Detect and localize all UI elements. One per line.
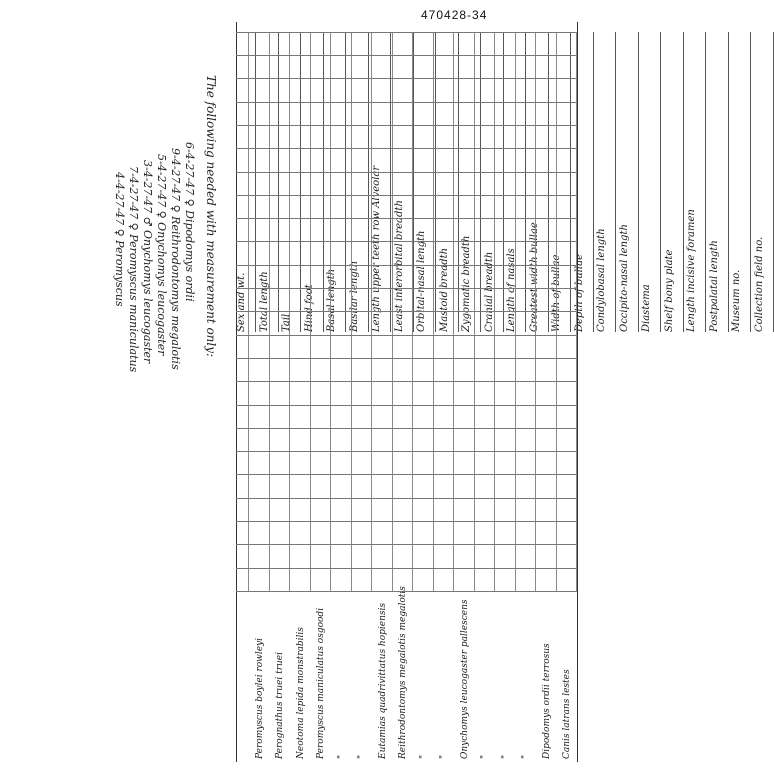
species-name: Peromyscus boylei rowleyi — [254, 637, 265, 759]
species-column — [236, 586, 576, 762]
measurement-header: Tail — [281, 32, 301, 332]
grid-line — [236, 498, 576, 499]
grid-line — [236, 265, 576, 266]
note-line: 5-4-27-47 ♀ Onychomys leucogaster — [155, 154, 168, 356]
measurement-header: Cranial breadth — [484, 32, 504, 332]
measurement-header: Basal length — [326, 32, 346, 332]
measurement-header: Condylobasal length — [596, 32, 616, 332]
reference-number: 470428-34 — [421, 8, 488, 22]
measurement-header: Greatest width bullae — [529, 32, 549, 332]
grid-line — [236, 78, 576, 79]
measurement-header: Sex and wt. — [236, 32, 256, 332]
measurement-header: Orbital-nasal length — [416, 32, 436, 332]
measurement-header: Basilar length — [349, 32, 369, 332]
grid-line — [236, 148, 576, 149]
note-heading: The following needed with measurement only: — [204, 75, 218, 358]
grid-line — [236, 335, 576, 336]
note-line: 4-4-27-47 ♀ Peromyscus — [113, 172, 126, 307]
species-name: Onychomys leucogaster pallescens — [459, 599, 470, 759]
grid-line — [236, 451, 576, 452]
measurement-header: Shelf bony plate — [664, 32, 684, 332]
species-name: " — [500, 754, 511, 759]
grid-line — [236, 405, 576, 406]
grid-line — [236, 311, 576, 312]
species-name: " — [480, 754, 490, 759]
grid-line — [236, 242, 576, 243]
note-line: 9-4-27-47 ♀ Reithrodontomys megalotis — [169, 148, 182, 370]
species-name: " — [439, 754, 449, 759]
species-name: Peromyscus maniculatus osgoodi — [316, 607, 326, 759]
measurement-header: Width of bullae — [551, 32, 571, 332]
measurement-header: Zygomatic breadth — [461, 32, 481, 332]
species-name: Perognathus truei truei — [275, 651, 285, 759]
measurement-table — [236, 22, 765, 762]
note-line: 3-4-27-47 ♂ Onychomys leucogaster — [141, 160, 154, 364]
measurement-header: Occipito-nasal length — [619, 32, 639, 332]
grid-line — [236, 218, 576, 219]
species-name: Neotoma lepida monstrabilis — [295, 627, 306, 759]
measurement-header: Length upper teeth row Alveolar — [371, 32, 391, 332]
grid-line — [236, 591, 576, 592]
grid-line — [236, 475, 576, 476]
grid-line — [236, 428, 576, 429]
species-name: Canis latrans lestes — [562, 669, 572, 759]
grid-line — [236, 568, 576, 569]
measurement-header: Hind foot — [304, 32, 324, 332]
measurement-header: Mastoid breadth — [439, 32, 459, 332]
measurement-header: Museum no. — [731, 32, 751, 332]
species-name: " — [418, 754, 429, 759]
note-line: 7-4-27-47 ♀ Peromyscus maniculatus — [127, 166, 140, 373]
grid-line — [236, 381, 576, 382]
grid-line — [236, 544, 576, 545]
species-name: Dipodomys ordii terrosus — [541, 643, 552, 759]
grid-line — [576, 32, 577, 592]
grid-line — [236, 125, 576, 126]
grid-line — [236, 32, 576, 33]
species-name: " — [521, 754, 531, 759]
grid-line — [236, 172, 576, 173]
grid-line — [236, 358, 576, 359]
measurement-header: Length incisive foramen — [686, 32, 706, 332]
species-name: Eutamias quadrivittatus hopiensis — [377, 602, 388, 759]
species-name: " — [336, 754, 347, 759]
grid-line — [236, 288, 576, 289]
grid-line — [236, 55, 576, 56]
species-name: " — [357, 754, 367, 759]
grid-line — [236, 521, 576, 522]
measurement-header: Postpalatal length — [709, 32, 729, 332]
species-name: Reithrodontomys megalotis megalotis — [398, 586, 408, 759]
measurement-header: Depth of bullae — [574, 32, 594, 332]
measurement-header: Collection field no. — [754, 32, 774, 332]
measurement-header: Length of nasals — [506, 32, 526, 332]
measurement-header: Diastema — [641, 32, 661, 332]
measurement-header: Total length — [259, 32, 279, 332]
grid-line — [236, 195, 576, 196]
grid-line — [236, 102, 576, 103]
measurement-header: Least interorbital breadth — [394, 32, 414, 332]
note-line: 6-4-27-47 ♀ Dipodomys ordii — [183, 142, 196, 302]
